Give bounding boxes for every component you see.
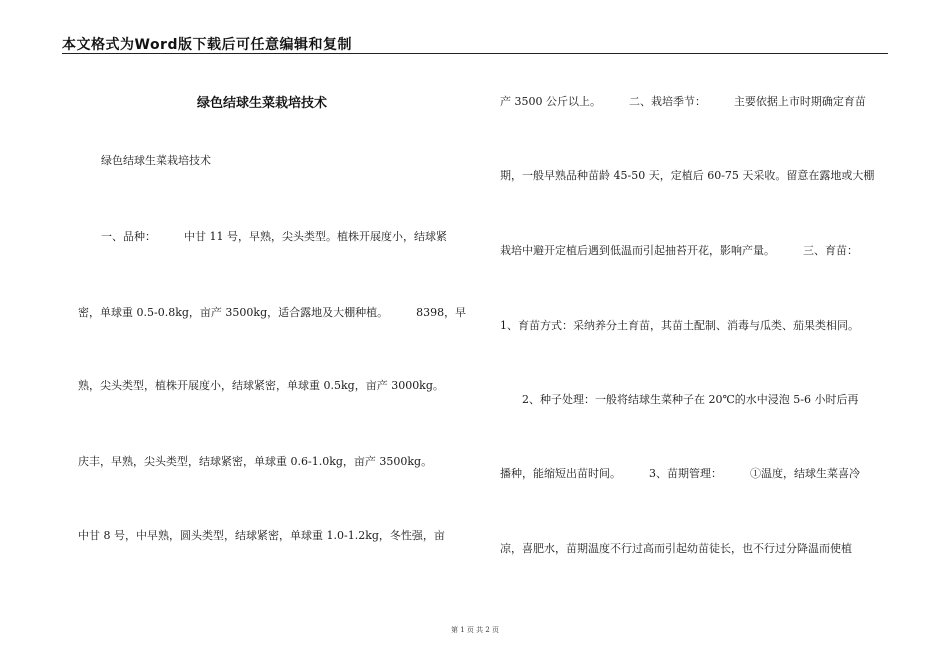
page-footer-number: 第 1 页 共 2 页 — [450, 626, 500, 634]
document-title: 绿色结球生菜栽培技术 — [196, 96, 327, 111]
left-line-3: 熟，尖头类型，植株开展度小，结球紧密，单球重 0.5kg，亩产 3000kg。 — [78, 379, 444, 392]
left-line-1: 一、品种： 中甘 11 号，早熟，尖头类型。植株开展度小，结球紧 — [101, 230, 447, 243]
left-line-subtitle: 绿色结球生菜栽培技术 — [101, 154, 211, 167]
right-line-6: 凉，喜肥水，苗期温度不行过高而引起幼苗徒长，也不行过分降温而使植 — [500, 542, 852, 555]
right-line-3: 1、育苗方式：采纳养分土育苗，其苗土配制、消毒与瓜类、茄果类相同。 — [500, 319, 859, 332]
right-line-2: 栽培中避开定植后遇到低温而引起抽苔开花，影响产量。 三、育苗： — [500, 244, 858, 257]
right-line-1: 期，一般早熟品种苗龄 45-50 天，定植后 60-75 天采收。留意在露地或大棚 — [500, 169, 875, 182]
left-line-5: 中甘 8 号，中早熟，圆头类型，结球紧密，单球重 1.0-1.2kg，冬性强，亩 — [78, 529, 445, 542]
header-divider — [62, 53, 888, 54]
left-line-4: 庆丰，早熟，尖头类型，结球紧密，单球重 0.6-1.0kg，亩产 3500kg。 — [78, 455, 433, 468]
page-header-text: 本文格式为Word版下载后可任意编辑和复制 — [62, 37, 352, 53]
right-line-5: 播种，能缩短出苗时间。 3、苗期管理： ①温度，结球生菜喜冷 — [500, 467, 860, 480]
right-line-4: 2、种子处理：一般将结球生菜种子在 20℃的水中浸泡 5-6 小时后再 — [522, 393, 859, 406]
right-line-0: 产 3500 公斤以上。 二、栽培季节： 主要依据上市时期确定育苗 — [500, 95, 866, 108]
left-line-2: 密，单球重 0.5-0.8kg，亩产 3500kg，适合露地及大棚种植。 8398，早 — [78, 306, 467, 319]
